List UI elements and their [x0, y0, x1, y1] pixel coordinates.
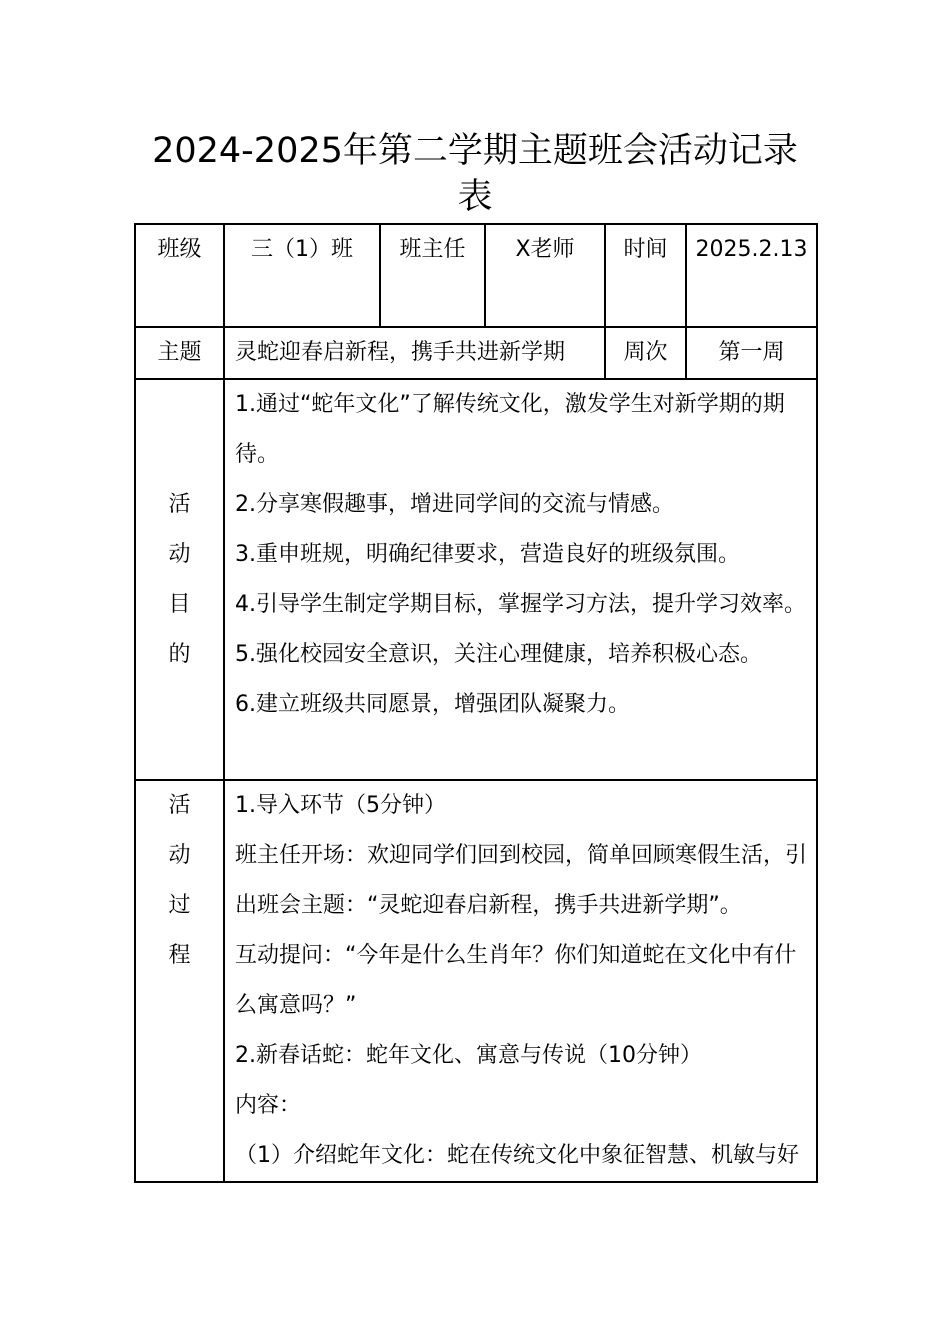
purpose-item: 2.分享寒假趣事，增进同学间的交流与情感。 [235, 492, 674, 517]
process-line: 内容： [235, 1093, 302, 1118]
process-label [135, 780, 224, 1182]
purpose-label-char: 目 [168, 591, 191, 617]
topic-row [135, 327, 817, 379]
purpose-item: 4.引导学生制定学期目标，掌握学习方法，提升学习效率。 [235, 592, 806, 617]
week-value: 第一周 [686, 327, 817, 379]
teacher-label: 班主任 [380, 224, 485, 327]
time-label: 时间 [605, 224, 686, 327]
topic-value: 灵蛇迎春启新程，携手共进新学期 [224, 327, 605, 379]
purpose-label [135, 379, 224, 780]
process-content [224, 780, 817, 1182]
purpose-row [135, 379, 817, 780]
purpose-label-char: 动 [168, 541, 191, 567]
process-label-char: 程 [168, 943, 191, 968]
purpose-label-char: 的 [168, 641, 191, 667]
process-line: 班主任开场：欢迎同学们回到校园，简单回顾寒假生活，引出班会主题：“灵蛇迎春启新程，携手共进新学期”。 [235, 843, 808, 918]
time-value: 2025.2.13 [686, 224, 817, 327]
process-label-char: 活 [168, 793, 191, 818]
purpose-item: 1.通过“蛇年文化”了解传统文化，激发学生对新学期的期待。 [235, 392, 785, 467]
process-label-char: 过 [168, 893, 191, 918]
purpose-label-char: 活 [168, 491, 191, 517]
process-line: （1）介绍蛇年文化：蛇在传统文化中象征智慧、机敏与好 [235, 1143, 799, 1168]
topic-label: 主题 [135, 327, 224, 379]
teacher-value: X老师 [485, 224, 605, 327]
week-label: 周次 [605, 327, 686, 379]
process-line: 1.导入环节（5分钟） [235, 793, 446, 818]
purpose-item: 6.建立班级共同愿景，增强团队凝聚力。 [235, 692, 630, 717]
process-label-char: 动 [168, 843, 191, 868]
process-line: 互动提问：“今年是什么生肖年？你们知道蛇在文化中有什么寓意吗？” [235, 943, 797, 1018]
purpose-content [224, 379, 817, 780]
process-row [135, 780, 817, 1182]
page-title: 2024-2025年第二学期主题班会活动记录表 [152, 131, 798, 217]
class-value: 三（1）班 [224, 224, 380, 327]
purpose-item: 5.强化校园安全意识，关注心理健康，培养积极心态。 [235, 642, 762, 667]
header-row [135, 224, 817, 327]
record-table [134, 223, 818, 1183]
class-label: 班级 [135, 224, 224, 327]
process-line: 2.新春话蛇：蛇年文化、寓意与传说（10分钟） [235, 1043, 702, 1068]
purpose-item: 3.重申班规，明确纪律要求，营造良好的班级氛围。 [235, 542, 740, 567]
